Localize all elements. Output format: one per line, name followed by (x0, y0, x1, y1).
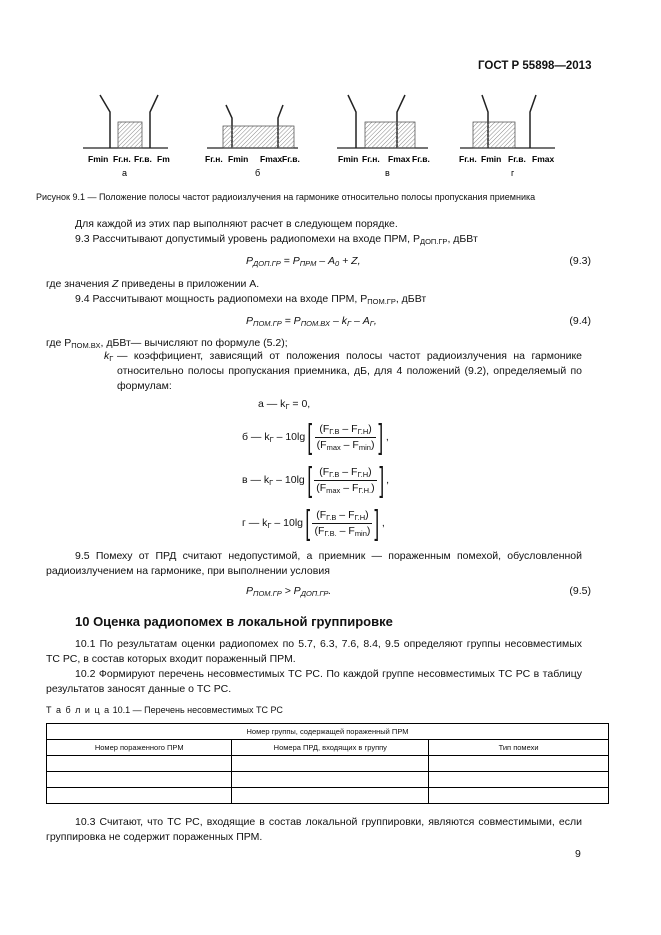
definition-k-g: — коэффициент, зависящий от положения полосы частот радиоизлучения на гармонике относительно полосы пропускания приемника, дБ, для 4 положений (9.2), определяемый по формулам: (117, 350, 582, 392)
panel-letter-g: г (511, 168, 515, 178)
equation-number-9-5: (9.5) (569, 585, 591, 597)
label-g-2: Fг.в. (508, 154, 526, 164)
figure-panel-v (337, 95, 430, 178)
col-header-type: Тип помехи (429, 740, 609, 756)
table-row (47, 772, 609, 788)
label-g-3: Fmax (532, 154, 555, 164)
label-v-1: Fг.н. (362, 154, 380, 164)
panel-letter-v: в (385, 168, 390, 178)
label-a-0: Fmin (88, 154, 109, 164)
figure-caption: Рисунок 9.1 — Положение полосы частот радиоизлучения на гармонике относительно полосы пропускания приемника (36, 192, 536, 202)
label-g-1: Fmin (481, 154, 502, 164)
incompatible-tc-table (46, 723, 609, 804)
panel-letter-b: б (255, 168, 261, 178)
paragraph-10-2: 10.2 Формируют перечень несовместимых ТС РС. По каждой группе несовместимых ТС РС в таблицу результатов заносят данные о ТС РС. (46, 668, 582, 695)
equation-9-4: $P_{ПОМ.ГР} = P_{ПОМ.ВХ} - k_Г - A_Г$, (246, 315, 377, 328)
label-v-2: Fmax (388, 154, 411, 164)
definition-p-pom-vx: где $P_{ПОМ.ВХ}$, дБВт— вычисляют по формуле (5.2); (46, 337, 288, 350)
label-v-0: Fmin (338, 154, 359, 164)
label-a-1: Fг.н. (113, 154, 131, 164)
paragraph-z-values: где значения Z приведены в приложении А. (46, 278, 260, 290)
panel-letter-a: а (122, 168, 128, 178)
formula-v: в — $k_Г - 10\lg$[ $\frac{(F_{Г.В} - F_{Г.Н})}{(F_{max} - F_{Г.Н.})}$ ] , (242, 461, 390, 499)
table-row (47, 788, 609, 804)
formula-g: г — $k_Г - 10\lg$[ $\frac{(F_{Г.В} - F_{Г.Н})}{(F_{Г.В.} - F_{min})}$ ] , (242, 504, 385, 542)
table-caption: Т а б л и ц а 10.1 — Перечень несовместимых ТС РС (46, 705, 283, 715)
formula-a: а — $k_Г = 0$, (258, 398, 311, 411)
label-b-0: Fг.н. (205, 154, 223, 164)
equation-number-9-4: (9.4) (569, 315, 591, 327)
label-a-2: Fг.в. (134, 154, 152, 164)
table-header-group (47, 724, 609, 740)
paragraph-9-4: 9.4 Рассчитывают мощность радиопомехи на входе ПРМ, $P_{ПОМ.ГР}$, дБВт (75, 293, 427, 306)
table-header-row (47, 740, 609, 756)
col-header-prm: Номер пораженного ПРМ (47, 740, 232, 756)
equation-9-3: $P_{ДОП.ГР} = P_{ПРМ} - A_0 + Z$, (246, 255, 361, 268)
document-code: ГОСТ Р 55898—2013 (478, 60, 592, 72)
definition-k-g-symbol: $k_Г$ (104, 350, 114, 363)
figure-9-1 (60, 90, 600, 180)
paragraph-10-1: 10.1 По результатам оценки радиопомех по 5.7, 6.3, 7.6, 8.4, 9.5 определяют группы несовместимых ТС РС, в состав которых входит пораженный ПРМ. (46, 638, 582, 665)
paragraph-pairs: Для каждой из этих пар выполняют расчет в следующем порядке. (75, 218, 398, 230)
paragraph-9-5: 9.5 Помеху от ПРД считают недопустимой, а приемник — пораженным помехой, обусловленной радиоизлучением на гармонике, при выполнении условия (46, 550, 582, 577)
label-g-0: Fг.н. (459, 154, 477, 164)
figure-panel-g (459, 95, 555, 178)
label-a-3: Fm (157, 154, 170, 164)
equation-number-9-3: (9.3) (569, 255, 591, 267)
table-group-header: Номер группы, содержащей пораженный ПРМ (47, 724, 609, 740)
formula-b: б — $k_Г - 10\lg$[ $\frac{(F_{Г.В} - F_{Г.Н})}{(F_{max} - F_{min})}$ ] , (242, 418, 389, 456)
figure-panel-b (205, 105, 300, 178)
col-header-prd: Номера ПРД, входящих в группу (232, 740, 429, 756)
section-10-heading: 10 Оценка радиопомех в локальной группировке (75, 614, 393, 629)
label-b-1: Fmin (228, 154, 249, 164)
equation-9-5: $P_{ПОМ.ГР} > P_{ДОП.ГР}$. (246, 585, 332, 598)
label-b-3: Fг.в. (282, 154, 300, 164)
label-v-3: Fг.в. (412, 154, 430, 164)
page-number: 9 (575, 848, 581, 860)
paragraph-10-3: 10.3 Считают, что ТС РС, входящие в состав локальной группировки, являются совместимыми, если группировка не содержит пораженных ПРМ. (46, 816, 582, 843)
figure-panel-a (83, 95, 170, 178)
table-row (47, 756, 609, 772)
label-b-2: Fmax (260, 154, 283, 164)
paragraph-9-3: 9.3 Рассчитывают допустимый уровень радиопомехи на входе ПРМ, $P_{ДОП.ГР}$, дБВт (75, 233, 478, 246)
